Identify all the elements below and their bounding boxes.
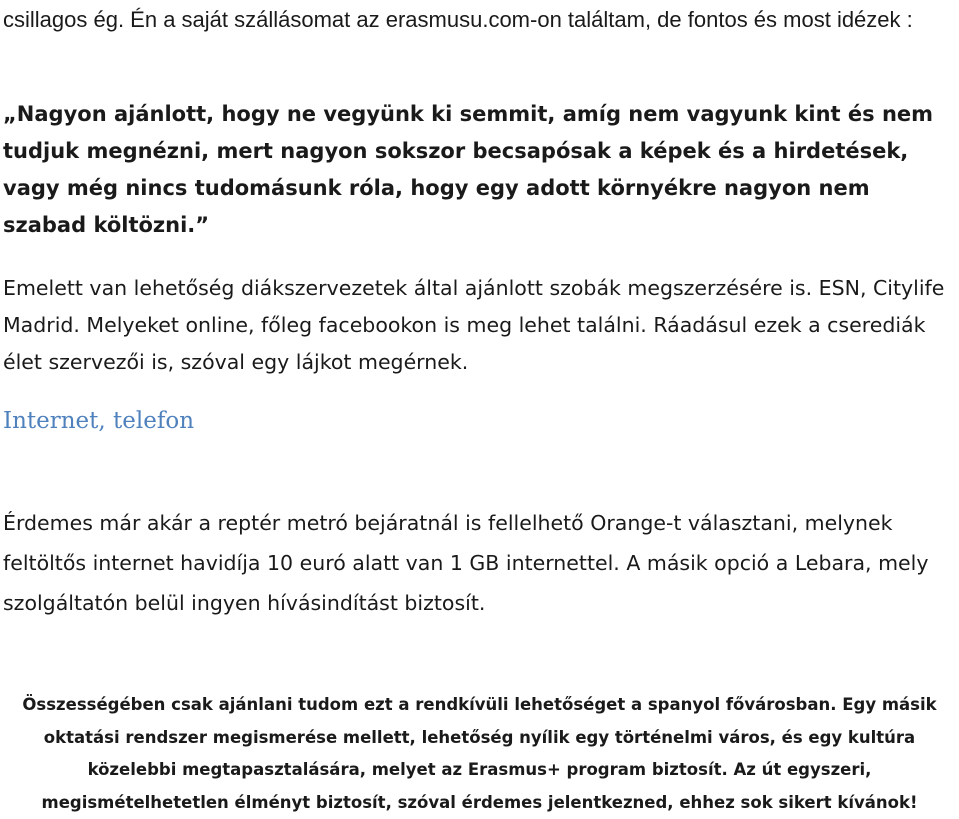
section-heading: Internet, telefon <box>3 408 195 434</box>
closing-paragraph: Összességében csak ajánlani tudom ezt a rendkívüli lehetőséget a spanyol fővárosban. Egy másik oktatási rendszer megismerése mellett, lehetőség nyílik egy történelmi város, és egy kultúra közelebbi megtapasztalására, melyet az Erasmus+ program biztosít. Az út egyszeri, megismételhetetlen élményt biztosít, szóval érdemes jelentkezned, ehhez sok sikert kívánok! <box>22 695 937 812</box>
internet-paragraph: Érdemes már akár a reptér metró bejáratnál is fellelhető Orange-t választani, melynek feltöltős internet havidíja 10 euró alatt van 1 GB internettel. A másik opció a Lebara, mely szolgáltatón belül ingyen hívásindítást biztosít. <box>3 511 929 615</box>
quote-paragraph: „Nagyon ajánlott, hogy ne vegyünk ki semmit, amíg nem vagyunk kint és nem tudjuk megnézni, mert nagyon sokszor becsapósak a képek és a hirdetések, vagy még nincs tudomásunk róla, hogy egy adott környékre nagyon nem szabad költözni.” <box>3 102 934 237</box>
esn-paragraph: Emelett van lehetőség diákszervezetek által ajánlott szobák megszerzésére is. ESN, Citylife Madrid. Melyeket online, főleg facebookon is meg lehet találni. Ráadásul ezek a cserediák élet szervezői is, szóval egy lájkot megérnek. <box>3 276 945 374</box>
intro-paragraph: csillagos ég. Én a saját szállásomat az erasmusu.com-on találtam, de fontos és most idézek : <box>3 7 913 32</box>
